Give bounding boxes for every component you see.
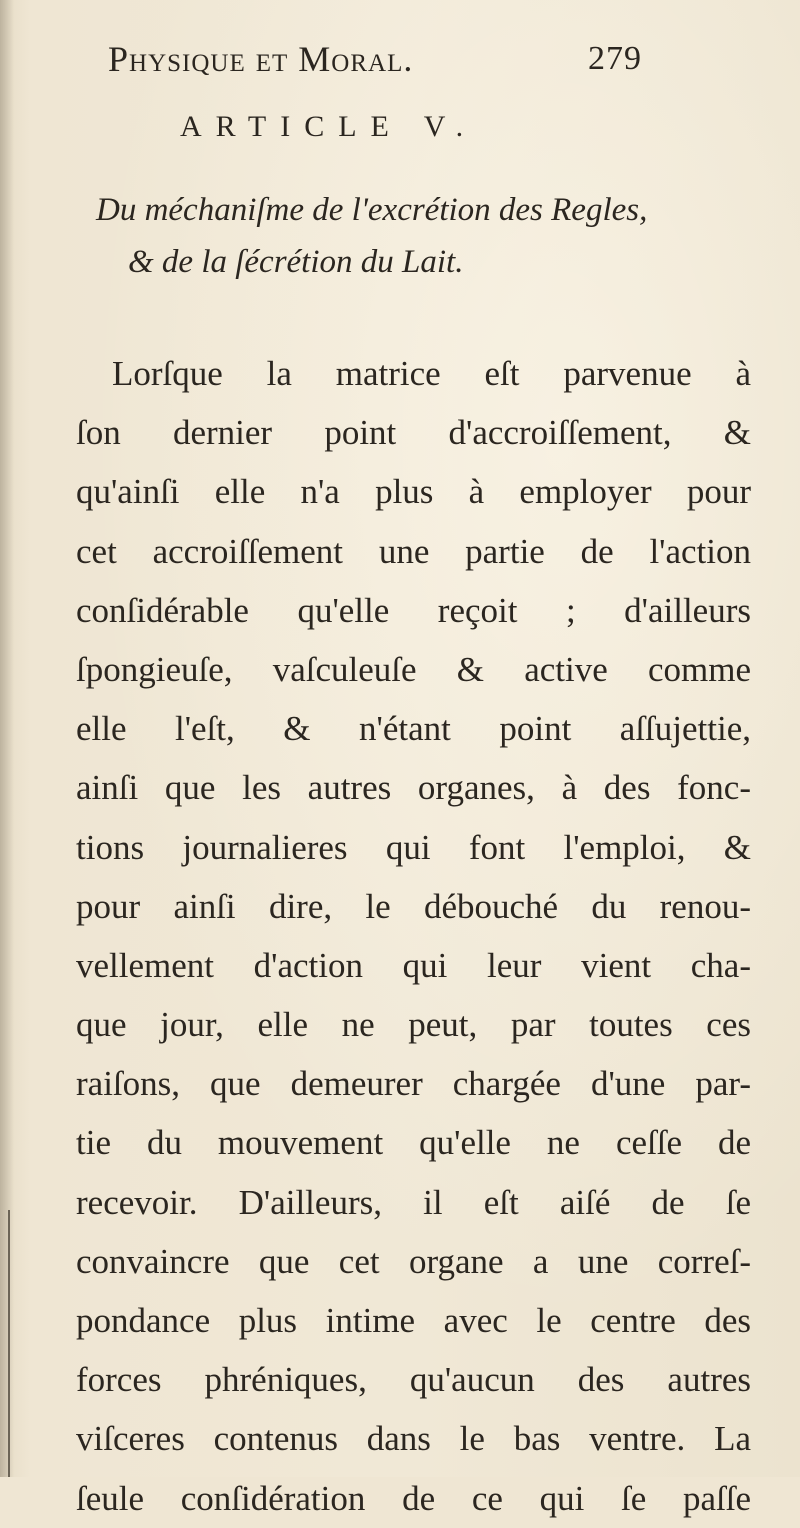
text-line: conſidérable qu'elle reçoit ; d'ailleurs	[76, 590, 751, 630]
article-subtitle-line: & de la ſécrétion du Lait.	[128, 244, 464, 280]
text-line: pour ainſi dire, le débouché du renou-	[76, 886, 751, 926]
text-line: cet accroiſſement une partie de l'action	[76, 531, 751, 571]
text-line: ſeule conſidération de ce qui ſe paſſe	[76, 1478, 751, 1518]
text-line: ainſi que les autres organes, à des fonc-	[76, 768, 751, 808]
text-line: raiſons, que demeurer chargée d'une par-	[76, 1064, 751, 1104]
text-line: convaincre que cet organe a une correſ-	[76, 1241, 751, 1281]
article-subtitle-line: Du méchaniſme de l'excrétion des Regles,	[96, 192, 648, 228]
article-heading: ARTICLE V.	[180, 110, 478, 143]
text-line: Lorſque la matrice eſt parvenue à	[112, 354, 751, 393]
running-head	[108, 38, 668, 88]
running-head-title: Physique et Moral.	[108, 39, 414, 79]
text-line: pondance plus intime avec le centre des	[76, 1301, 751, 1340]
text-line: tie du mouvement qu'elle ne ceſſe de	[76, 1123, 751, 1163]
text-line: viſceres contenus dans le bas ventre. La	[76, 1419, 751, 1459]
text-line: qu'ainſi elle n'a plus à employer pour	[76, 472, 751, 512]
text-line: ſon dernier point d'accroiſſement, &	[76, 413, 751, 453]
text-line: tions journalieres qui font l'emploi, &	[76, 827, 751, 867]
text-line: ſpongieuſe, vaſculeuſe & active comme	[76, 649, 751, 689]
text-line: vellement d'action qui leur vient cha-	[76, 945, 751, 985]
text-line: que jour, elle ne peut, par toutes ces	[76, 1005, 751, 1045]
page-number: 279	[588, 40, 642, 77]
gutter-line	[8, 1210, 10, 1477]
text-line: elle l'eſt, & n'étant point aſſujettie,	[76, 709, 751, 749]
text-line: forces phréniques, qu'aucun des autres	[76, 1360, 751, 1400]
binding-shadow	[0, 0, 14, 1477]
text-line: recevoir. D'ailleurs, il eſt aiſé de ſe	[76, 1182, 751, 1222]
body-paragraph	[76, 344, 751, 1528]
